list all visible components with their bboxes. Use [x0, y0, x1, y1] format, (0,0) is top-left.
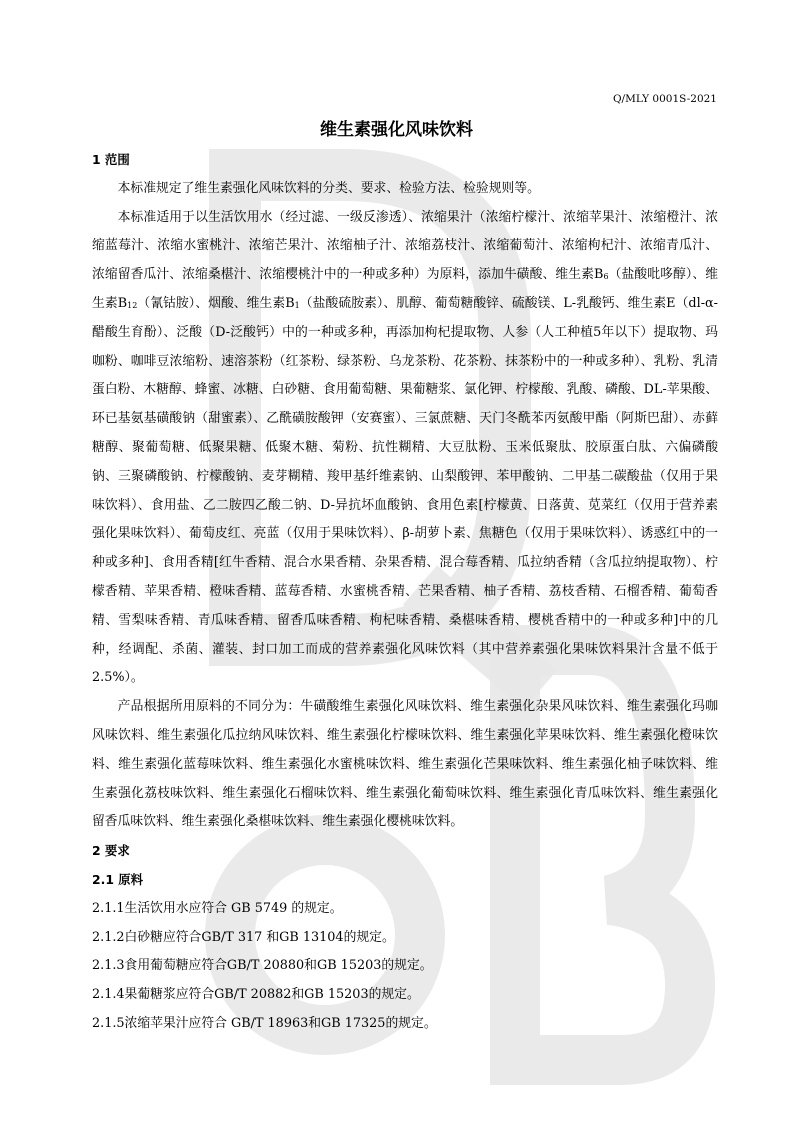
- scope-paragraph-2: [92, 204, 718, 694]
- section-heading-scope: 1 范围: [92, 152, 130, 167]
- requirement-item: 2.1.5浓缩苹果汁应符合 GB/T 18963和GB 17325的规定。: [92, 1015, 437, 1031]
- subscript-6: 6: [603, 272, 609, 282]
- document-body: [92, 146, 718, 1039]
- scope-p2-text-b: （盐酸吡哆醇）、维生素B: [92, 267, 719, 311]
- requirement-item: 2.1.2白砂糖应符合GB/T 317 和GB 13104的规定。: [92, 929, 395, 945]
- document-title: 维生素强化风味饮料: [320, 120, 473, 140]
- subscript-1: 1: [294, 300, 300, 310]
- scope-p2-text-a: 本标准适用于以生活饮用水（经过滤、一级反渗透）、浓缩果汁（浓缩柠檬汁、浓缩苹果汁、浓缩橙汁、浓缩蓝莓汁、浓缩水蜜桃汁、浓缩芒果汁、浓缩柚子汁、浓缩荔枝汁、浓缩葡萄汁、浓缩枸杞汁、浓缩青瓜汁、浓缩留香瓜汁、浓缩桑椹汁、浓缩樱桃汁中的一种或多种）为原料，添加牛磺酸、维生素B: [92, 209, 718, 283]
- scope-paragraph-1: 本标准规定了维生素强化风味饮料的分类、要求、检验方法、检验规则等。: [117, 180, 540, 196]
- requirement-item: 2.1.4果葡糖浆应符合GB/T 20882和GB 15203的规定。: [92, 987, 420, 1003]
- subsection-heading-raw-materials: 2.1 原料: [92, 871, 144, 887]
- requirement-item: 2.1.1生活饮用水应符合 GB 5749 的规定。: [92, 900, 343, 916]
- scope-p2-text-c: （氰钴胺）、烟酸、维生素B: [137, 295, 295, 311]
- scope-paragraph-3: 产品根据所用原料的不同分为：牛磺酸维生素强化风味饮料、维生素强化杂果风味饮料、维生素强化玛咖风味饮料、维生素强化瓜拉纳风味饮料、维生素强化柠檬味饮料、维生素强化苹果味饮料、维生素强化橙味饮料、维生素强化蓝莓味饮料、维生素强化水蜜桃味饮料、维生素强化芒果味饮料、维生素强化柚子味饮料、维生素强化荔枝味饮料、维生素强化石榴味饮料、维生素强化葡萄味饮料、维生素强化青瓜味饮料、维生素强化留香瓜味饮料、维生素强化桑椹味饮料、维生素强化樱桃味饮料。: [92, 699, 718, 830]
- subscript-12: 12: [127, 300, 138, 310]
- scope-p2-text-d: （盐酸硫胺素）、肌醇、葡萄糖酸锌、硫酸镁、L-乳酸钙、维生素E（dl-α-醋酸生育酚）、泛酸（D-泛酸钙）中的一种或多种，再添加枸杞提取物、人参（人工种植5年以下）提取物、玛咖粉、咖啡豆浓缩粉、速溶茶粉（红茶粉、绿茶粉、乌龙茶粉、花茶粉、抹茶粉中的一种或多种）、乳粉、乳清蛋白粉、木糖醇、蜂蜜、冰糖、白砂糖、食用葡萄糖、果葡糖浆、氯化钾、柠檬酸、乳酸、磷酸、DL-苹果酸、环已基氨基磺酸钠（甜蜜素）、乙酰磺胺酸钾（安赛蜜）、三氯蔗糖、天门冬酰苯丙氨酸甲酯（阿斯巴甜）、赤藓糖醇、聚葡萄糖、低聚果糖、低聚木糖、菊粉、抗性糊精、大豆肽粉、玉米低聚肽、胶原蛋白肽、六偏磷酸钠、三聚磷酸钠、柠檬酸钠、麦芽糊精、羧甲基纤维素钠、山梨酸钾、苯甲酸钠、二甲基二碳酸盐（仅用于果味饮料）、食用盐、乙二胺四乙酸二钠、D-异抗坏血酸钠、食用色素[柠檬黄、日落黄、苋菜红（仅用于营养素强化果味饮料）、葡萄皮红、亮蓝（仅用于果味饮料）、β-胡萝卜素、焦糖色（仅用于果味饮料）、诱惑红中的一种或多种]、食用香精[红牛香精、混合水果香精、杂果香精、混合莓香精、瓜拉纳香精（含瓜拉纳提取物）、柠檬香精、苹果香精、橙味香精、蓝莓香精、水蜜桃香精、芒果香精、柚子香精、荔枝香精、石榴香精、葡萄香精、雪梨味香精、青瓜味香精、留香瓜味香精、枸杞味香精、桑椹味香精、樱桃香精中的一种或多种]中的几种，经调配、杀菌、灌装、封口加工而成的营养素强化风味饮料（其中营养素强化果味饮料果汁含量不低于2.5%）。: [92, 295, 718, 686]
- section-heading-requirements: 2 要求: [92, 843, 130, 859]
- requirement-item: 2.1.3食用葡萄糖应符合GB/T 20880和GB 15203的规定。: [92, 958, 433, 974]
- document-code: Q/MLY 0001S-2021: [612, 93, 717, 105]
